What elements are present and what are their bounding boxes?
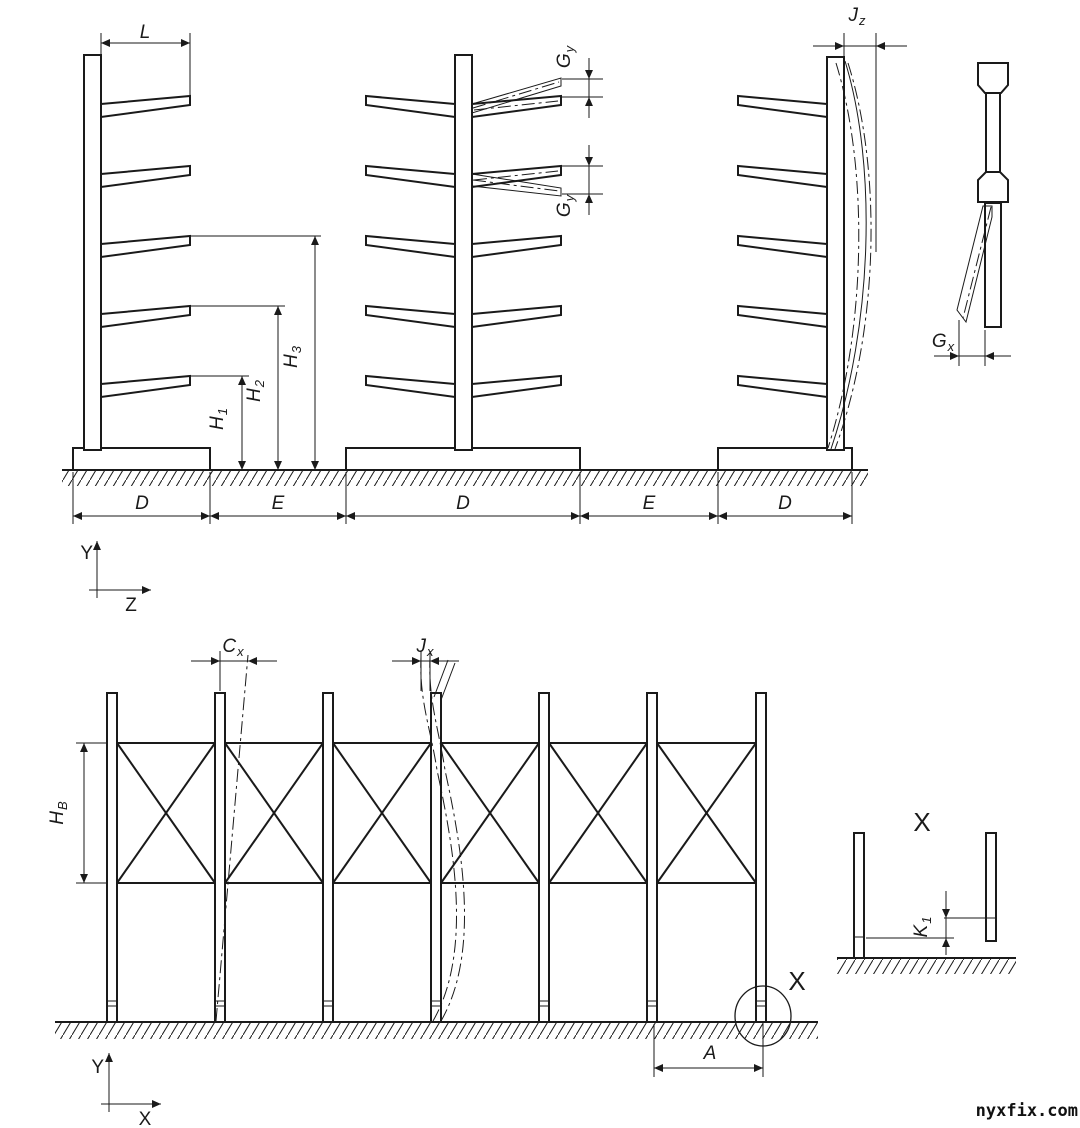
label-d1: D — [135, 493, 149, 514]
cantilever-arms-rack3 — [738, 96, 827, 397]
label-gx: $G_x$ — [931, 331, 955, 354]
upright-2 — [455, 55, 472, 450]
label-h1: $H_1$ — [207, 408, 230, 430]
label-hb: $H_B$ — [47, 801, 70, 825]
ground-front-view — [55, 1022, 818, 1039]
label-d2: D — [456, 493, 470, 514]
detail-x-view — [837, 807, 1016, 974]
axes-yz — [80, 541, 151, 616]
label-detail-x: X — [788, 966, 806, 996]
rack-uprights — [84, 55, 844, 450]
detail-block — [978, 172, 1008, 202]
ground-hatch — [62, 471, 868, 486]
axis-z-label: Z — [125, 595, 137, 616]
axis-y-label-bottom: Y — [91, 1057, 104, 1078]
detail-column-raised — [986, 833, 996, 941]
arm-plan-detail-gx — [932, 63, 1011, 366]
label-L: L — [139, 22, 151, 43]
label-e1: E — [271, 493, 285, 514]
dim-arm-length-L — [101, 22, 190, 95]
ground-side-view — [62, 470, 868, 486]
cantilever-arms-rack2-right — [472, 96, 561, 397]
label-e2: E — [642, 493, 656, 514]
axes-yx — [91, 1053, 161, 1128]
dim-heights — [191, 236, 321, 470]
dim-brace-height-hb — [47, 743, 108, 883]
label-gy-top: $G_y$ — [554, 45, 577, 69]
detail-arm-bar — [985, 203, 1001, 327]
cantilever-arms-rack2-left — [366, 96, 455, 397]
ground-hatch-front — [55, 1023, 818, 1039]
base-plates — [73, 448, 852, 470]
ground-hatch-detail — [837, 959, 1016, 974]
label-a: A — [703, 1043, 717, 1064]
watermark: nyxfix.com — [975, 1101, 1078, 1121]
label-h3: $H_3$ — [281, 346, 304, 368]
side-view-yz — [62, 5, 1011, 616]
upright-3 — [827, 57, 844, 450]
label-d3: D — [778, 493, 792, 514]
axis-x-label-bottom: X — [138, 1109, 152, 1128]
label-jz: $J_z$ — [848, 5, 866, 28]
label-cx: $C_x$ — [222, 636, 244, 659]
detail-column-grounded — [854, 833, 864, 958]
detail-stem — [986, 93, 1000, 172]
front-view-yx — [47, 636, 1016, 1128]
label-gy-mid: $G_y$ — [554, 194, 577, 218]
label-h2: $H_2$ — [244, 380, 267, 402]
detail-x-title: X — [913, 807, 931, 837]
label-jx: $J_x$ — [416, 636, 434, 659]
dim-column-bow-jx — [392, 636, 465, 1021]
label-k1: $K_1$ — [911, 916, 934, 938]
axis-y-label: Y — [80, 543, 93, 564]
detail-head — [978, 63, 1008, 93]
upright-1 — [84, 55, 101, 450]
cantilever-arms-rack1 — [101, 96, 190, 397]
